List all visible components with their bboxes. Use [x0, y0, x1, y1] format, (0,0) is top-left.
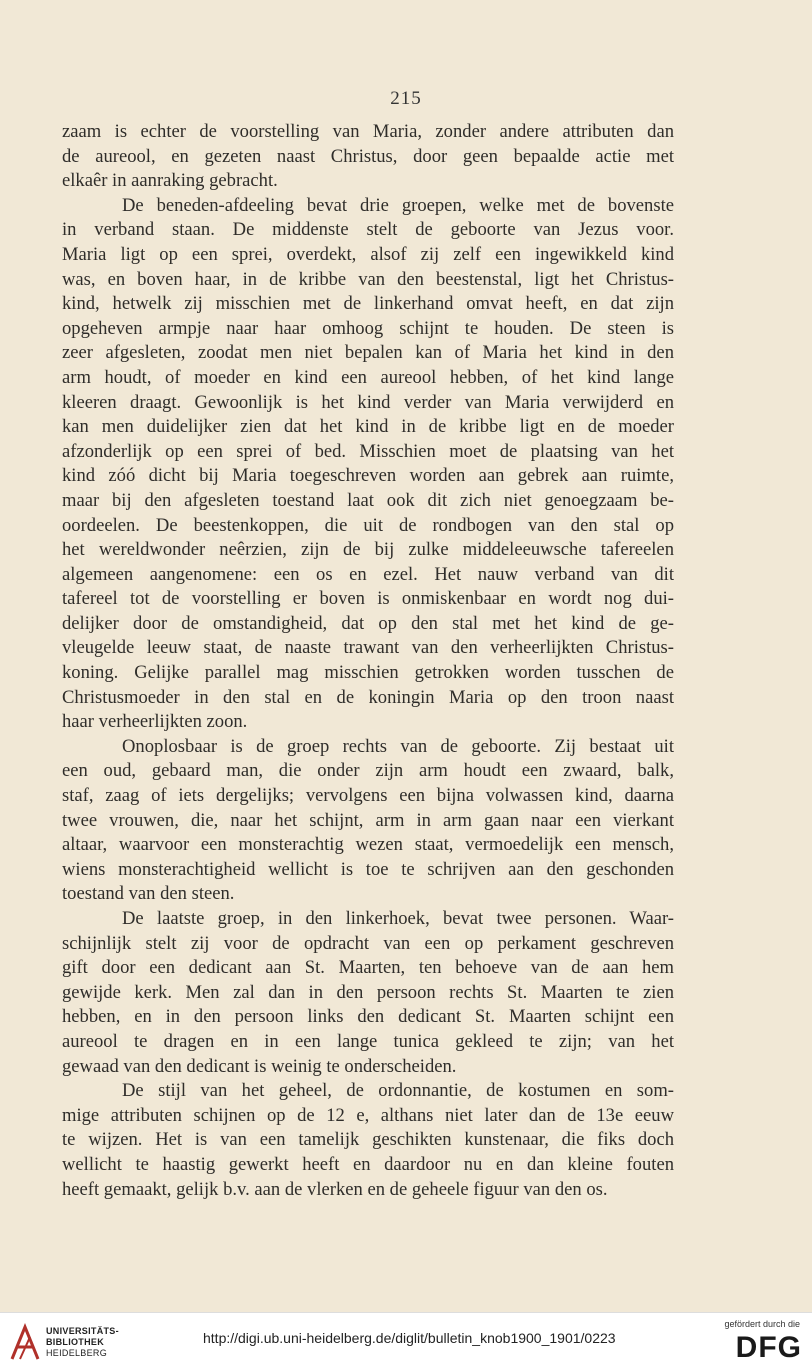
text-line: koning. Gelijke parallel mag misschien getrokken worden tusschen de	[62, 662, 674, 684]
text-line: de aureool, en gezeten naast Christus, door geen bepaalde actie met	[62, 145, 674, 167]
text-line: twee vrouwen, die, naar het schijnt, arm in arm gaan naar een vierkant	[62, 809, 674, 831]
text-line: wiens monsterachtigheid wellicht is toe te schrijven aan den geschonden	[62, 858, 674, 880]
paragraph	[62, 194, 674, 735]
text-line: gewaad van den dedicant is weinig te onderscheiden.	[62, 1055, 457, 1077]
text-line: Onoplosbaar is de groep rechts van de geboorte. Zij bestaat uit	[122, 735, 674, 757]
text-line: kind, hetwelk zij misschien met de linkerhand omvat heeft, en dat zijn	[62, 293, 674, 315]
page-number: 215	[390, 88, 422, 109]
text-line: oordeelen. De beestenkoppen, die uit de rondbogen van den stal op	[62, 514, 674, 536]
document-url-link[interactable]: http://digi.ub.uni-heidelberg.de/diglit/bulletin_knob1900_1901/0223	[203, 1330, 616, 1346]
text-line: algemeen aangenomene: een os en ezel. Het nauw verband van dit	[62, 563, 674, 585]
text-line: schijnlijk stelt zij voor de opdracht van een op perkament geschreven	[62, 932, 674, 954]
text-line: mige attributen schijnen op de 12 e, althans niet later dan de 13e eeuw	[62, 1104, 674, 1126]
library-name-line1: UNIVERSITÄTS-	[46, 1326, 119, 1336]
text-line: vleugelde leeuw staat, de naaste trawant van den verheerlijkten Christus-	[62, 637, 674, 659]
dfg-logo-icon[interactable]: DFG	[735, 1331, 802, 1364]
text-line: aureool te dragen en in een lange tunica gekleed te zijn; van het	[62, 1030, 674, 1052]
text-line: was, en boven haar, in de kribbe van den beestenstal, ligt het Christus-	[62, 268, 674, 290]
paragraph	[62, 907, 674, 1079]
text-line: Christusmoeder in den stal en de koningin Maria op den troon naast	[62, 686, 674, 708]
text-line: arm houdt, of moeder en kind een aureool hebben, of het kind lange	[62, 366, 674, 388]
paragraph	[62, 1079, 674, 1202]
text-line: zaam is echter de voorstelling van Maria, zonder andere attributen dan	[62, 121, 674, 142]
library-name-line3: HEIDELBERG	[46, 1348, 108, 1358]
text-line: heeft gemaakt, gelijk b.v. aan de vlerken en de geheele figuur van den os.	[62, 1178, 608, 1200]
text-line: altaar, waarvoor een monsterachtig wezen staat, vermoedelijk een mensch,	[62, 834, 674, 856]
text-line: haar verheerlijkten zoon.	[62, 711, 248, 733]
funding-caption: gefördert durch die	[724, 1319, 800, 1329]
text-line: in verband staan. De middenste stelt de geboorte van Jezus voor.	[62, 219, 674, 241]
library-name-line2: BIBLIOTHEK	[46, 1337, 104, 1347]
text-line: De stijl van het geheel, de ordonnantie, de kostumen en som-	[122, 1080, 674, 1102]
body-text	[62, 120, 674, 1202]
text-line: gift door een dedicant aan St. Maarten, ten behoeve van de aan hem	[62, 957, 674, 979]
text-line: toestand van den steen.	[62, 883, 235, 905]
text-line: wellicht te haastig gewerkt heeft en daardoor nu en dan kleine fouten	[62, 1153, 674, 1175]
paragraph	[62, 120, 674, 194]
text-line: De beneden-afdeeling bevat drie groepen, welke met de bovenste	[122, 194, 674, 216]
text-line: het wereldwonder neêrzien, zijn de bij zulke middeleeuwsche tafereelen	[62, 539, 674, 561]
text-line: tafereel tot de voorstelling er boven is onmiskenbaar en wordt nog dui-	[62, 588, 674, 610]
paragraph	[62, 735, 674, 907]
university-library-logo-icon[interactable]	[8, 1323, 42, 1363]
text-line: delijker door de omstandigheid, dat op den stal met het kind de ge-	[62, 612, 674, 634]
text-line: gewijde kerk. Men zal dan in den persoon rechts St. Maarten te zien	[62, 981, 674, 1003]
text-line: een oud, gebaard man, die onder zijn arm houdt een zwaard, balk,	[62, 760, 674, 782]
text-line: kleeren draagt. Gewoonlijk is het kind verder van Maria verwijderd en	[62, 391, 674, 413]
text-line: opgeheven armpje naar haar omhoog schijnt te houden. De steen is	[62, 317, 674, 339]
text-line: te wijzen. Het is van een tamelijk geschikten kunstenaar, die fiks doch	[62, 1129, 674, 1151]
text-line: hebben, en in den persoon links den dedicant St. Maarten schijnt een	[62, 1006, 674, 1028]
text-line: afzonderlijk op een sprei of bed. Misschien moet de plaatsing van het	[62, 440, 674, 462]
text-line: elkaêr in aanraking gebracht.	[62, 170, 278, 192]
text-line: staf, zaag of iets dergelijks; vervolgens een bijna volwassen kind, daarna	[62, 785, 674, 807]
text-line: kan men duidelijker zien dat het kind in de kribbe ligt en de moeder	[62, 416, 674, 438]
university-library-name	[46, 1326, 119, 1359]
text-line: Maria ligt op een sprei, overdekt, alsof zij zelf een ingewikkeld kind	[62, 243, 674, 265]
text-line: zeer afgesleten, zoodat men niet bepalen kan of Maria het kind in den	[62, 342, 674, 364]
text-line: maar bij den afgesleten toestand laat ook dit zich niet genoegzaam be-	[62, 489, 674, 511]
viewer-footer	[0, 1312, 812, 1372]
text-line: De laatste groep, in den linkerhoek, bevat twee personen. Waar-	[122, 908, 674, 929]
text-line: kind zóó dicht bij Maria toegeschreven worden aan gebrek aan ruimte,	[62, 465, 674, 487]
